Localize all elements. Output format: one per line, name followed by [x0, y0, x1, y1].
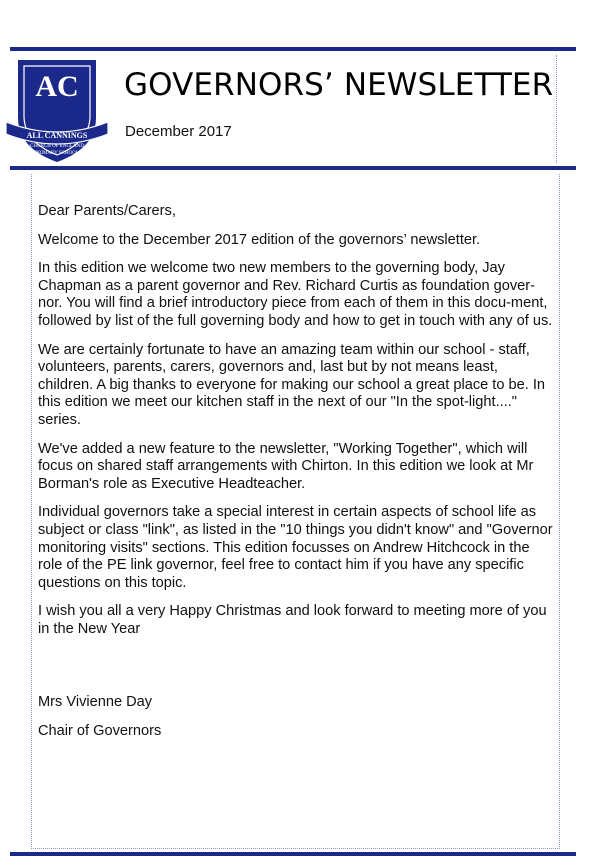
letter-paragraph: Welcome to the December 2017 edition of the governors’ newsletter.: [38, 231, 481, 248]
bottom-rule: [10, 852, 576, 856]
signature-name: Mrs Vivienne Day: [38, 694, 153, 711]
letter-paragraph: We've added a new feature to the newsletter, "Working Together", which will focus on shared staff arrangements with Chirton. In this edition we look at Mr Borman's role as Executive Headteacher.: [38, 440, 534, 492]
header-bottom-rule: [10, 166, 576, 170]
school-logo: [4, 56, 110, 168]
top-rule: [10, 47, 576, 51]
logo-initials: AC: [35, 70, 79, 103]
letter-salutation: Dear Parents/Carers,: [38, 203, 176, 219]
letter-paragraph: We are certainly fortunate to have an amazing team within our school - staff, volunteers, parents, carers, governors and, last but by not means least, children. A big thanks to everyone for making our school a great place to be. In this edition we meet our kitchen staff in the next of our "In the spot-light...." series.: [38, 341, 546, 428]
letter-paragraph: I wish you all a very Happy Christmas and look forward to meeting more of you in the New Year: [38, 603, 547, 637]
logo-school-line1: CHURCH OF ENGLAND: [30, 144, 84, 149]
logo-school-line2: PRIMARY SCHOOL: [35, 151, 79, 156]
letter-paragraph: In this edition we welcome two new members to the governing body, Jay Chapman as a parent governor and Rev. Richard Curtis as foundation gover-nor. You will find a brief introductory piece from each of them in this docu-ment, followed by list of the full governing body and how to get in touch with any of us.: [38, 260, 553, 329]
newsletter-title: GOVERNORS’ NEWSLETTER: [124, 67, 554, 103]
letter-body: [38, 203, 556, 752]
letter-paragraph: Individual governors take a special interest in certain aspects of school life as subject or class "link", as listed in the "10 things you didn't know" and "Governor monitoring visits" sections. This edition focusses on Andrew Hitchcock in the role of the PE link governor, feel free to contact him if you have any specific questions on this topic.: [38, 504, 553, 591]
logo-banner-text: ALL CANNINGS: [26, 131, 88, 140]
signature-role: Chair of Governors: [38, 723, 162, 740]
issue-date: December 2017: [125, 123, 232, 140]
